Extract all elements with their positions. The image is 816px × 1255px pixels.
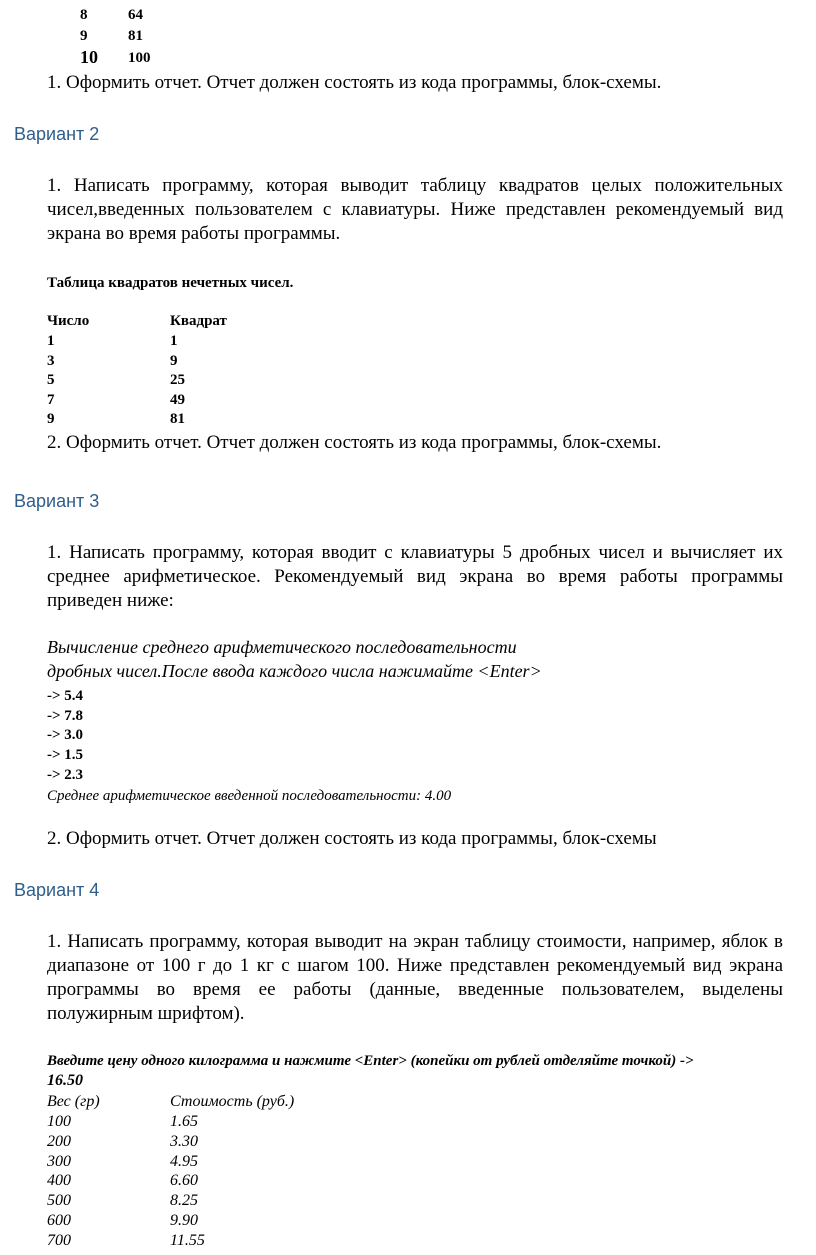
table-cell: 7 (47, 391, 55, 408)
table-cell: 400 (47, 1172, 71, 1190)
screen-result: Среднее арифметическое введенной последовательности: 4.00 (47, 788, 452, 804)
variant-3-heading: Вариант 3 (14, 491, 100, 511)
table-cell: 81 (128, 28, 143, 44)
table-cell: 25 (170, 372, 185, 389)
table-cell: 9 (47, 411, 55, 428)
user-input: -> 1.5 (47, 747, 84, 764)
user-input: -> 5.4 (47, 688, 84, 704)
table-cell: 9 (170, 352, 178, 369)
report-item: 2. Оформить отчет. Отчет должен состоять из кода программы, блок-схемы (47, 828, 657, 849)
table-header: Квадрат (170, 313, 227, 329)
table-cell: 100 (47, 1113, 71, 1130)
table-cell: 1 (170, 333, 178, 349)
table-cell: 500 (47, 1192, 71, 1210)
table-header: Вес (гр) (47, 1093, 100, 1110)
table-cell: 100 (128, 50, 151, 66)
table-cell: 9 (80, 28, 88, 44)
table-cell: 8.25 (170, 1192, 198, 1210)
table-cell: 1 (47, 333, 55, 349)
variant-2-heading: Вариант 2 (14, 124, 100, 144)
table-cell: 3.30 (170, 1132, 198, 1150)
table-cell: 600 (47, 1212, 71, 1229)
table-cell: 200 (47, 1132, 71, 1150)
user-input: -> 2.3 (47, 766, 84, 783)
table-cell: 300 (47, 1152, 71, 1170)
table-cell: 49 (170, 391, 185, 408)
variant-4-heading: Вариант 4 (14, 880, 100, 900)
table-header: Стоимость (руб.) (170, 1093, 295, 1110)
report-item: 1. Оформить отчет. Отчет должен состоять из кода программы, блок-схемы. (47, 72, 662, 93)
table-cell: 700 (47, 1231, 71, 1249)
table-cell: 5 (47, 372, 55, 389)
user-input: 16.50 (47, 1072, 83, 1089)
table-cell: 1.65 (170, 1113, 198, 1130)
table-cell: 6.60 (170, 1172, 198, 1190)
user-input: -> 7.8 (47, 707, 84, 724)
table-cell: 10 (80, 47, 98, 67)
table-cell: 81 (170, 411, 185, 428)
variant-4-task: 1. Написать программу, которая выводит на экран таблицу стоимости, например, яблок в диапазоне от 100 г до 1 кг с шагом 100. Ниже представлен рекомендуемый вид экрана программы во время ее работы (данные, введенные пользователем, выделены полужирным шрифтом). (47, 931, 783, 1024)
user-input: -> 3.0 (47, 727, 84, 744)
table-cell: 3 (47, 352, 55, 369)
table-title: Таблица квадратов нечетных чисел. (47, 275, 294, 291)
table-cell: 9.90 (170, 1212, 198, 1229)
table-cell: 4.95 (170, 1152, 198, 1170)
report-item: 2. Оформить отчет. Отчет должен состоять из кода программы, блок-схемы. (47, 432, 662, 453)
table-cell: 64 (128, 7, 143, 23)
table-cell: 8 (80, 7, 88, 23)
table-header: Число (47, 313, 90, 329)
variant-3-task: 1. Написать программу, которая вводит с клавиатуры 5 дробных чисел и вычисляет их среднее арифметическое. Рекомендуемый вид экрана во время работы программы приведен ниже: (47, 542, 783, 611)
table-cell: 11.55 (170, 1231, 205, 1249)
screen-prompt: Вычисление среднего арифметического последовательности (47, 637, 517, 657)
screen-prompt: Введите цену одного килограмма и нажмите <Enter> (копейки от рублей отделяйте точкой) -> (47, 1053, 694, 1069)
screen-prompt: дробных чисел.После ввода каждого числа нажимайте <Enter> (47, 661, 542, 681)
variant-2-task: 1. Написать программу, которая выводит таблицу квадратов целых положительных чисел,введенных пользователем с клавиатуры. Ниже представлен рекомендуемый вид экрана во время работы программы. (47, 175, 783, 244)
